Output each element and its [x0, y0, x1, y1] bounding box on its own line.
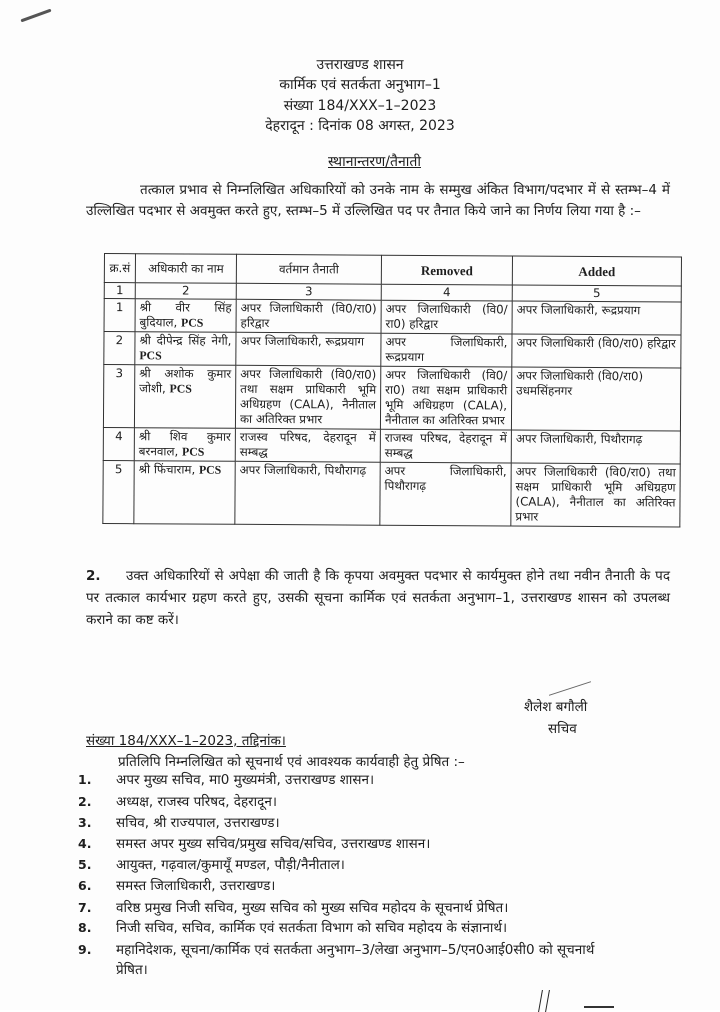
column-number: 3 [236, 283, 381, 300]
current-posting: अपर जिलाधिकारी (वि0/रा0) तथा सक्षम प्राधिकारी भूमि अधिग्रहण (CALA), नैनीताल का अतिरिक्त प्रभार [235, 365, 380, 429]
paragraph-2 [86, 565, 670, 631]
col-header-added: Added [512, 256, 681, 286]
serial-number: 4 [103, 427, 134, 460]
copy-item-number: 8. [78, 920, 92, 935]
signature-mark [549, 681, 591, 696]
header-place-date: देहरादून : दिनांक 08 अगस्त, 2023 [265, 118, 455, 134]
officer-cadre: PCS [181, 444, 205, 459]
column-number: 4 [381, 284, 512, 301]
officer-name [134, 365, 235, 429]
transfer-table [102, 253, 682, 528]
paragraph-1 [86, 180, 670, 222]
signatory-name: शैलेश बगौली [524, 699, 588, 715]
paragraph-1-text: तत्काल प्रभाव से निम्नलिखित अधिकारियों को उनके नाम के सम्मुख अंकित विभाग/पदभार में से स्तम्भ–4 में उल्लिखित पदभार से अवमुक्त करते हुए, स्तम्भ–5 में उल्लिखित पद पर तैनात किये जाने का निर्णय लिया गया है :– [86, 182, 670, 219]
officer-name-text: श्री अशोक कुमार जोशी, [139, 366, 232, 396]
officer-name-text: श्री शिव कुमार बरनवाल, [138, 429, 231, 459]
header-letter-number: संख्या 184/XXX–1–2023 [283, 98, 437, 114]
current-posting: अपर जिलाधिकारी, रूद्रप्रयाग [236, 332, 381, 366]
header-government: उत्तराखण्ड शासन [316, 57, 404, 73]
officer-name [134, 461, 235, 525]
column-number: 1 [104, 283, 135, 299]
copy-item-text: आयुक्त, गढ़वाल/कुमायूँ मण्डल, पौड़ी/नैनीताल। [116, 857, 345, 873]
table-row [103, 460, 680, 527]
removed-posting: अपर जिलाधिकारी (वि0/रा0) तथा सक्षम प्राधिकारी भूमि अधिग्रहण (CALA), नैनीताल का अतिरिक्त प्रभार [380, 366, 511, 430]
table-row [104, 299, 681, 336]
serial-number: 3 [103, 365, 134, 428]
officer-cadre: PCS [139, 348, 162, 363]
signatory-designation: सचिव [548, 721, 577, 737]
copy-item-number: 9. [78, 942, 92, 957]
officer-cadre: PCS [180, 315, 204, 330]
current-posting: अपर जिलाधिकारी, पिथौरागढ़ [235, 461, 380, 525]
serial-number: 2 [104, 332, 135, 365]
removed-posting: अपर जिलाधिकारी, रूद्रप्रयाग [381, 333, 512, 367]
copy-item-text: महानिदेशक, सूचना/कार्मिक एवं सतर्कता अनुभाग–3/लेखा अनुभाग–5/एन0आई0सी0 को सूचनार्थ [116, 942, 595, 958]
copy-item-number: 2. [78, 794, 92, 809]
column-number: 2 [135, 283, 236, 300]
copy-item-text: अध्यक्ष, राजस्व परिषद, देहरादून। [116, 794, 277, 810]
officer-name [135, 299, 236, 333]
copy-item-number: 5. [78, 857, 92, 872]
current-posting: राजस्व परिषद, देहरादून में सम्बद्ध [235, 428, 380, 462]
officer-name-text: श्री दीपेन्द्र सिंह नेगी, [139, 333, 232, 348]
copy-item-number: 4. [78, 836, 92, 851]
copy-item-text: वरिष्ठ प्रमुख निजी सचिव, मुख्य सचिव को मुख्य सचिव महोदय के सूचनार्थ प्रेषित। [116, 900, 509, 916]
serial-number: 1 [104, 299, 135, 332]
officer-cadre: PCS [198, 462, 222, 477]
copy-item-text-continued: प्रेषित। [116, 962, 148, 978]
initial-mark [538, 990, 550, 1012]
removed-posting: अपर जिलाधिकारी, पिथौरागढ़ [380, 462, 511, 526]
added-posting: अपर जिलाधिकारी (वि0/रा0) तथा सक्षम प्राधिकारी भूमि अधिग्रहण (CALA), नैनीताल का अतिरिक्त प्रभार [511, 463, 680, 527]
added-posting: अपर जिलाधिकारी, पिथौरागढ़ [511, 430, 680, 464]
added-posting: अपर जिलाधिकारी (वि0/रा0) हरिद्वार [512, 334, 681, 368]
added-posting: अपर जिलाधिकारी (वि0/रा0) उधमसिंहनगर [511, 367, 680, 431]
officer-name [135, 332, 236, 366]
copy-item-text: समस्त अपर मुख्य सचिव/प्रमुख सचिव/सचिव, उत्तराखण्ड शासन। [116, 836, 431, 852]
copy-item-text: सचिव, श्री राज्यपाल, उत्तराखण्ड। [116, 815, 280, 831]
copy-item-number: 7. [78, 900, 92, 915]
table-row [103, 365, 680, 432]
col-header-officer-name: अधिकारी का नाम [135, 254, 236, 284]
current-posting: अपर जिलाधिकारी (वि0/रा0) हरिद्वार [236, 299, 381, 333]
officer-cadre: PCS [169, 381, 192, 396]
removed-posting: अपर जिलाधिकारी (वि0/रा0) हरिद्वार [381, 300, 512, 334]
copy-item-text: निजी सचिव, सचिव, कार्मिक एवं सतर्कता विभाग को सचिव महोदय के संज्ञानार्थ। [116, 920, 508, 936]
table-row [103, 427, 680, 464]
copy-item-number: 3. [78, 815, 92, 830]
header-department: कार्मिक एवं सतर्कता अनुभाग–1 [279, 77, 441, 93]
column-number: 5 [512, 285, 681, 302]
underline-mark [584, 1006, 614, 1008]
removed-posting: राजस्व परिषद, देहरादून में सम्बद्ध [380, 429, 511, 463]
paragraph-2-number: 2. [86, 568, 101, 584]
copy-item-text: अपर मुख्य सचिव, मा0 मुख्यमंत्री, उत्तराखण्ड शासन। [116, 772, 375, 788]
officer-name-text: श्री वीर सिंह बुदियाल, [139, 300, 232, 330]
col-header-serial: क्र.सं [104, 254, 135, 283]
copy-item-number: 1. [78, 772, 92, 787]
col-header-removed: Removed [381, 255, 512, 285]
pen-mark [20, 9, 51, 23]
col-header-current-posting: वर्तमान तैनाती [236, 254, 381, 284]
copy-intro: प्रतिलिपि निम्नलिखित को सूचनार्थ एवं आवश्यक कार्यवाही हेतु प्रेषित :– [118, 754, 465, 770]
added-posting: अपर जिलाधिकारी, रूद्रप्रयाग [512, 301, 681, 335]
table-header-row [104, 254, 681, 287]
officer-name [134, 428, 235, 462]
copy-item-number: 6. [78, 878, 92, 893]
table-row [104, 332, 681, 369]
paragraph-2-text: उक्त अधिकारियों से अपेक्षा की जाती है कि कृपया अवमुक्त पदभार से कार्यमुक्त होने तथा नवीन तैनाती के पद पर तत्काल कार्यभार ग्रहण करते हुए, उसकी सूचना कार्मिक एवं सतर्कता अनुभाग–1, उत्तराखण्ड शासन को उपलब्ध कराने का कष्ट करें। [86, 568, 670, 628]
copy-item-text: समस्त जिलाधिकारी, उत्तराखण्ड। [116, 878, 276, 894]
officer-name-text: श्री फिंचाराम, [138, 462, 196, 477]
serial-number: 5 [103, 460, 134, 523]
copy-reference-number: संख्या 184/XXX–1–2023, तद्दिनांक। [86, 733, 286, 749]
subject-heading: स्थानान्तरण/तैनाती [328, 154, 421, 170]
